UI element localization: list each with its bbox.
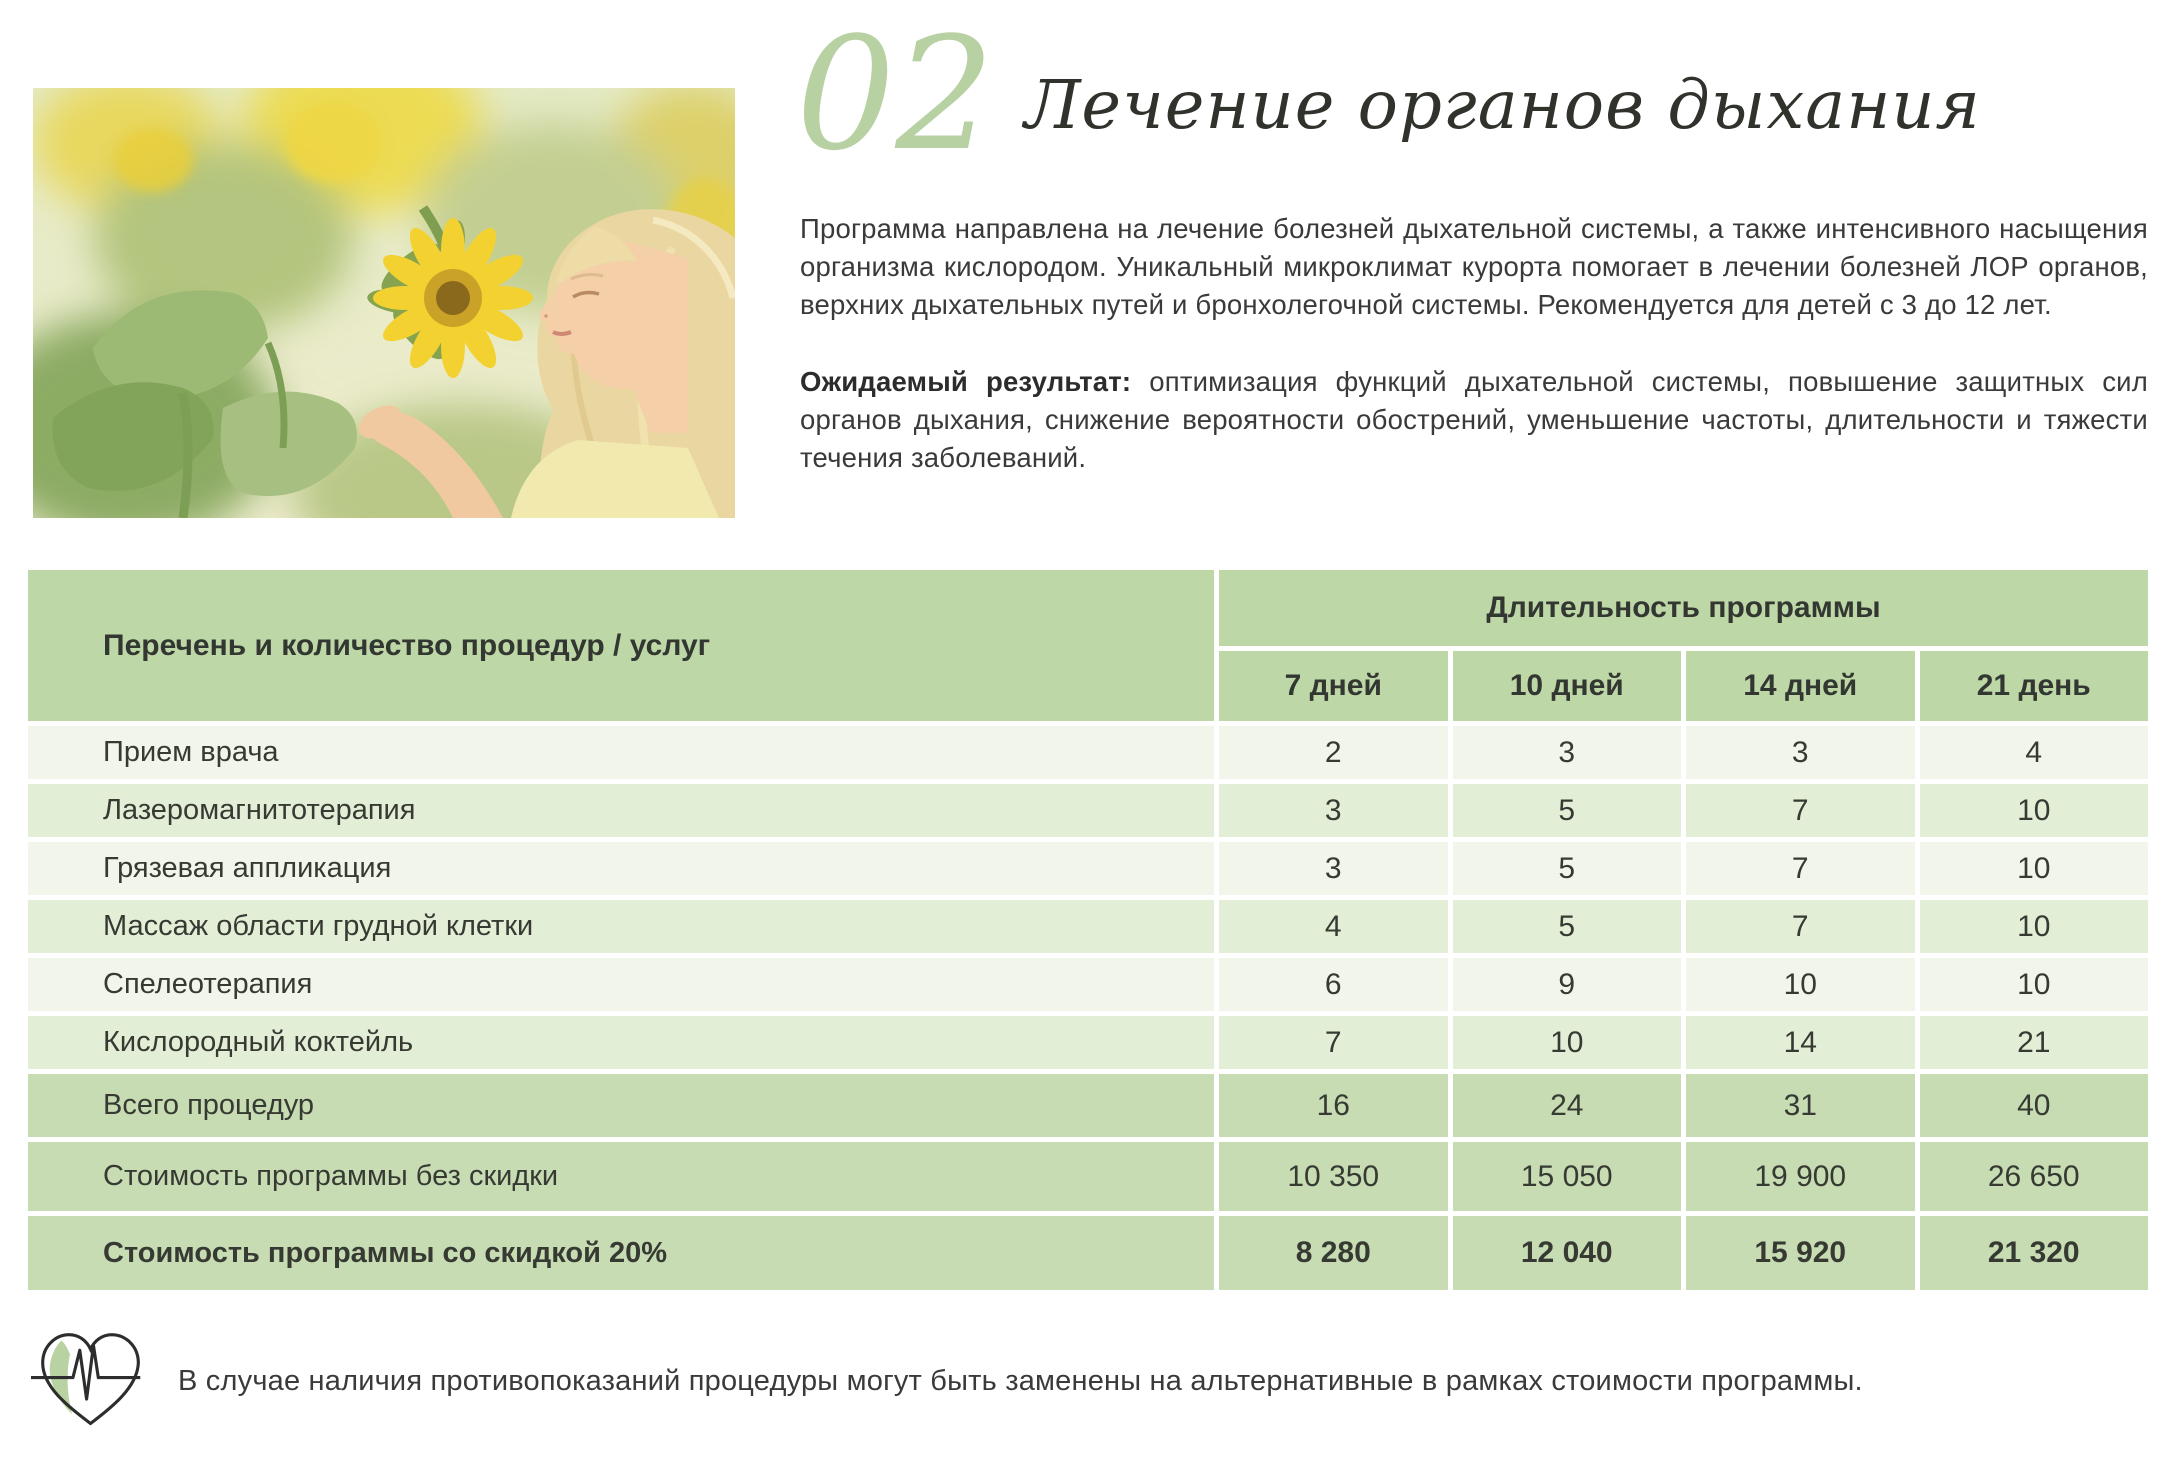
row-value: 5 xyxy=(1453,900,1682,953)
expected-result-text: оптимизация функций дыхательной системы, повышение защитных сил органов дыхания, снижение вероятности обострений, уменьшение частоты, длительности и тяжести течения заболеваний. xyxy=(800,366,2148,473)
procedures-photo xyxy=(33,88,735,518)
row-value: 6 xyxy=(1219,958,1448,1011)
table-col-header: Перечень и количество процедур / услуг xyxy=(28,570,1214,721)
row-label: Кислородный коктейль xyxy=(28,1016,1214,1069)
row-label: Грязевая аппликация xyxy=(28,842,1214,895)
summary-row-value: 12 040 xyxy=(1453,1216,1682,1290)
heart-pulse-icon xyxy=(30,1322,152,1440)
summary-row-value: 40 xyxy=(1920,1074,2149,1137)
row-value: 5 xyxy=(1453,842,1682,895)
row-value: 7 xyxy=(1219,1016,1448,1069)
row-value: 2 xyxy=(1219,726,1448,779)
summary-row-value: 15 920 xyxy=(1686,1216,1915,1290)
row-label: Лазеромагнитотерапия xyxy=(28,784,1214,837)
row-value: 10 xyxy=(1920,958,2149,1011)
row-label: Массаж области грудной клетки xyxy=(28,900,1214,953)
expected-result-paragraph xyxy=(800,363,2148,477)
intro-paragraph: Программа направлена на лечение болезней дыхательной системы, а также интенсивного насыщения организма кислородом. Уникальный микроклимат курорта помогает в лечении болезней ЛОР органов, верхних дыхательных путей и бронхолегочной системы. Рекомендуется для детей с 3 до 12 лет. xyxy=(800,213,2148,320)
summary-row-value: 31 xyxy=(1686,1074,1915,1137)
duration-header-14: 14 дней xyxy=(1686,651,1915,721)
duration-header-21: 21 день xyxy=(1920,651,2149,721)
row-value: 4 xyxy=(1219,900,1448,953)
summary-row-value: 21 320 xyxy=(1920,1216,2149,1290)
row-value: 3 xyxy=(1453,726,1682,779)
sunflower-girl-illustration xyxy=(33,88,735,518)
row-label: Спелеотерапия xyxy=(28,958,1214,1011)
row-value: 21 xyxy=(1920,1016,2149,1069)
summary-row-value: 24 xyxy=(1453,1074,1682,1137)
summary-row-label: Стоимость программы со скидкой 20% xyxy=(28,1216,1214,1290)
row-value: 5 xyxy=(1453,784,1682,837)
summary-row-value: 26 650 xyxy=(1920,1142,2149,1211)
row-value: 3 xyxy=(1219,784,1448,837)
summary-row-value: 19 900 xyxy=(1686,1142,1915,1211)
row-value: 7 xyxy=(1686,900,1915,953)
duration-header-10: 10 дней xyxy=(1453,651,1682,721)
row-value: 7 xyxy=(1686,842,1915,895)
page-title: Лечение органов дыхания xyxy=(1024,66,1981,144)
row-value: 3 xyxy=(1219,842,1448,895)
row-value: 10 xyxy=(1920,900,2149,953)
row-value: 10 xyxy=(1453,1016,1682,1069)
summary-row-value: 8 280 xyxy=(1219,1216,1448,1290)
row-value: 9 xyxy=(1453,958,1682,1011)
duration-group-header: Длительность программы xyxy=(1219,570,2148,646)
row-value: 3 xyxy=(1686,726,1915,779)
footnote-text: В случае наличия противопоказаний процедуры могут быть заменены на альтернативные в рамках стоимости программы. xyxy=(178,1364,1863,1397)
row-value: 10 xyxy=(1920,842,2149,895)
row-value: 10 xyxy=(1686,958,1915,1011)
summary-row-value: 16 xyxy=(1219,1074,1448,1137)
summary-row-label: Всего процедур xyxy=(28,1074,1214,1137)
intro-copy xyxy=(800,210,2148,477)
duration-header-7: 7 дней xyxy=(1219,651,1448,721)
price-table xyxy=(28,570,2148,1290)
footnote xyxy=(30,1322,2146,1440)
headline xyxy=(796,3,1981,185)
row-value: 7 xyxy=(1686,784,1915,837)
row-value: 10 xyxy=(1920,784,2149,837)
row-value: 4 xyxy=(1920,726,2149,779)
row-label: Прием врача xyxy=(28,726,1214,779)
summary-row-value: 15 050 xyxy=(1453,1142,1682,1211)
row-value: 14 xyxy=(1686,1016,1915,1069)
summary-row-value: 10 350 xyxy=(1219,1142,1448,1211)
summary-row-label: Стоимость программы без скидки xyxy=(28,1142,1214,1211)
section-number: 02 xyxy=(796,3,995,185)
expected-result-label: Ожидаемый результат: xyxy=(800,366,1132,397)
